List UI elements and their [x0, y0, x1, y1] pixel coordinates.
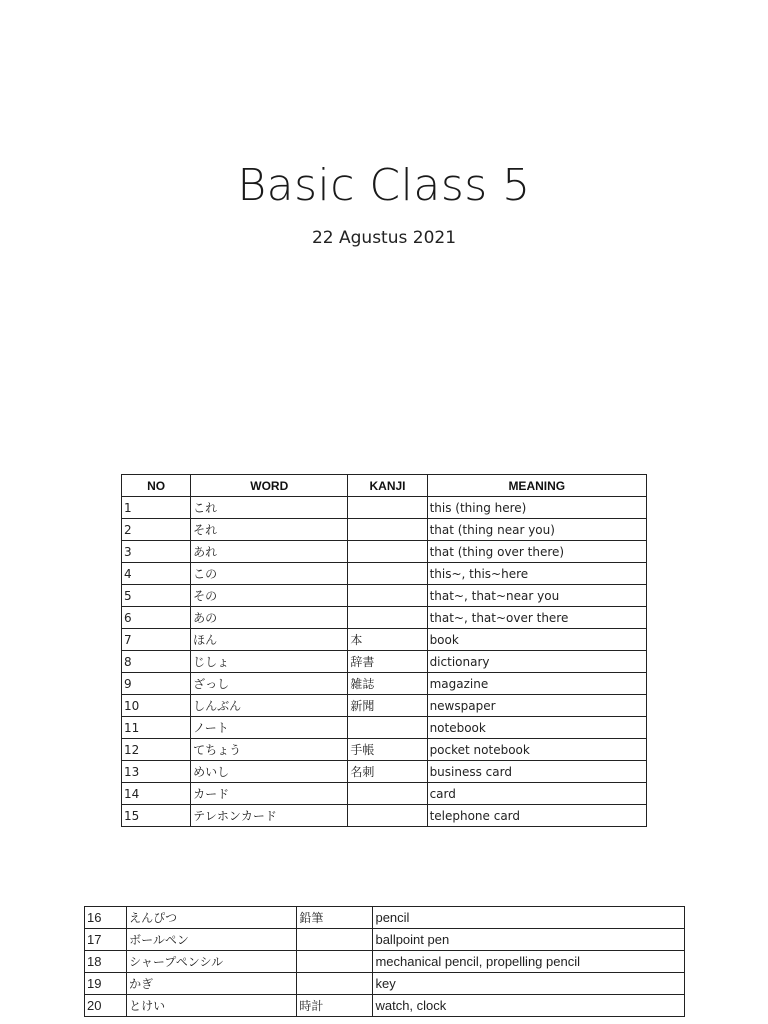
cell-word: あの	[191, 607, 348, 629]
cell-kanji	[348, 585, 427, 607]
cell-meaning: ballpoint pen	[373, 929, 685, 951]
cell-word: テレホンカード	[191, 805, 348, 827]
header-word: WORD	[191, 475, 348, 497]
table-row	[122, 563, 647, 585]
cell-kanji	[348, 717, 427, 739]
cell-no: 13	[122, 761, 191, 783]
table-row	[122, 805, 647, 827]
table-row	[122, 607, 647, 629]
cell-meaning: that~, that~over there	[427, 607, 646, 629]
table-row	[122, 519, 647, 541]
table-row	[122, 541, 647, 563]
cell-meaning: this~, this~here	[427, 563, 646, 585]
table-body	[85, 907, 685, 1017]
cell-meaning: this (thing here)	[427, 497, 646, 519]
table-row	[85, 973, 685, 995]
cell-kanji: 新聞	[348, 695, 427, 717]
cell-no: 16	[85, 907, 127, 929]
cell-kanji	[348, 607, 427, 629]
table-row	[122, 585, 647, 607]
cell-kanji: 辞書	[348, 651, 427, 673]
cell-kanji	[297, 951, 373, 973]
cell-no: 12	[122, 739, 191, 761]
table-row	[122, 739, 647, 761]
cell-meaning: newspaper	[427, 695, 646, 717]
table-body	[122, 497, 647, 827]
cell-no: 2	[122, 519, 191, 541]
cell-kanji	[348, 563, 427, 585]
table-row	[85, 929, 685, 951]
table-row	[85, 907, 685, 929]
document-date: 22 Agustus 2021	[311, 228, 457, 248]
cell-word: これ	[191, 497, 348, 519]
cell-meaning: card	[427, 783, 646, 805]
cell-word: その	[191, 585, 348, 607]
cell-meaning: watch, clock	[373, 995, 685, 1017]
cell-no: 14	[122, 783, 191, 805]
cell-no: 3	[122, 541, 191, 563]
cell-no: 9	[122, 673, 191, 695]
table-row	[85, 995, 685, 1017]
cell-kanji: 時計	[297, 995, 373, 1017]
vocabulary-table-2	[84, 906, 685, 1017]
cell-no: 17	[85, 929, 127, 951]
table-row	[122, 629, 647, 651]
cell-kanji: 雑誌	[348, 673, 427, 695]
vocabulary-table-1	[121, 474, 647, 827]
cell-meaning: dictionary	[427, 651, 646, 673]
table-row	[122, 497, 647, 519]
header-meaning: MEANING	[427, 475, 646, 497]
cell-word: ボールペン	[127, 929, 297, 951]
cell-word: ノート	[191, 717, 348, 739]
table-row	[122, 761, 647, 783]
cell-word: それ	[191, 519, 348, 541]
table-row	[122, 651, 647, 673]
cell-word: この	[191, 563, 348, 585]
cell-word: ざっし	[191, 673, 348, 695]
cell-kanji: 鉛筆	[297, 907, 373, 929]
cell-word: てちょう	[191, 739, 348, 761]
cell-meaning: telephone card	[427, 805, 646, 827]
cell-word: あれ	[191, 541, 348, 563]
cell-no: 15	[122, 805, 191, 827]
cell-kanji	[297, 973, 373, 995]
cell-meaning: business card	[427, 761, 646, 783]
cell-kanji: 名刺	[348, 761, 427, 783]
cell-word: えんぴつ	[127, 907, 297, 929]
cell-meaning: that (thing over there)	[427, 541, 646, 563]
cell-word: カード	[191, 783, 348, 805]
cell-kanji: 手帳	[348, 739, 427, 761]
cell-no: 10	[122, 695, 191, 717]
cell-kanji	[348, 805, 427, 827]
cell-no: 7	[122, 629, 191, 651]
cell-kanji	[348, 541, 427, 563]
cell-kanji	[348, 783, 427, 805]
cell-no: 6	[122, 607, 191, 629]
cell-no: 8	[122, 651, 191, 673]
cell-kanji	[297, 929, 373, 951]
cell-meaning: that (thing near you)	[427, 519, 646, 541]
cell-meaning: pocket notebook	[427, 739, 646, 761]
cell-word: かぎ	[127, 973, 297, 995]
cell-meaning: key	[373, 973, 685, 995]
cell-no: 5	[122, 585, 191, 607]
document-title: Basic Class 5	[237, 160, 531, 211]
cell-word: しんぶん	[191, 695, 348, 717]
cell-no: 19	[85, 973, 127, 995]
cell-no: 18	[85, 951, 127, 973]
cell-kanji	[348, 497, 427, 519]
cell-meaning: magazine	[427, 673, 646, 695]
cell-kanji: 本	[348, 629, 427, 651]
table-header-row	[122, 475, 647, 497]
cell-word: シャープペンシル	[127, 951, 297, 973]
cell-meaning: mechanical pencil, propelling pencil	[373, 951, 685, 973]
table-row	[122, 695, 647, 717]
header-no: NO	[122, 475, 191, 497]
cell-meaning: that~, that~near you	[427, 585, 646, 607]
cell-no: 11	[122, 717, 191, 739]
table-row	[122, 783, 647, 805]
cell-meaning: pencil	[373, 907, 685, 929]
cell-kanji	[348, 519, 427, 541]
table-row	[122, 717, 647, 739]
cell-no: 4	[122, 563, 191, 585]
cell-no: 20	[85, 995, 127, 1017]
table-row	[85, 951, 685, 973]
header-kanji: KANJI	[348, 475, 427, 497]
cell-word: ほん	[191, 629, 348, 651]
cell-word: とけい	[127, 995, 297, 1017]
cell-no: 1	[122, 497, 191, 519]
cell-meaning: book	[427, 629, 646, 651]
cell-word: じしょ	[191, 651, 348, 673]
cell-word: めいし	[191, 761, 348, 783]
table-row	[122, 673, 647, 695]
cell-meaning: notebook	[427, 717, 646, 739]
